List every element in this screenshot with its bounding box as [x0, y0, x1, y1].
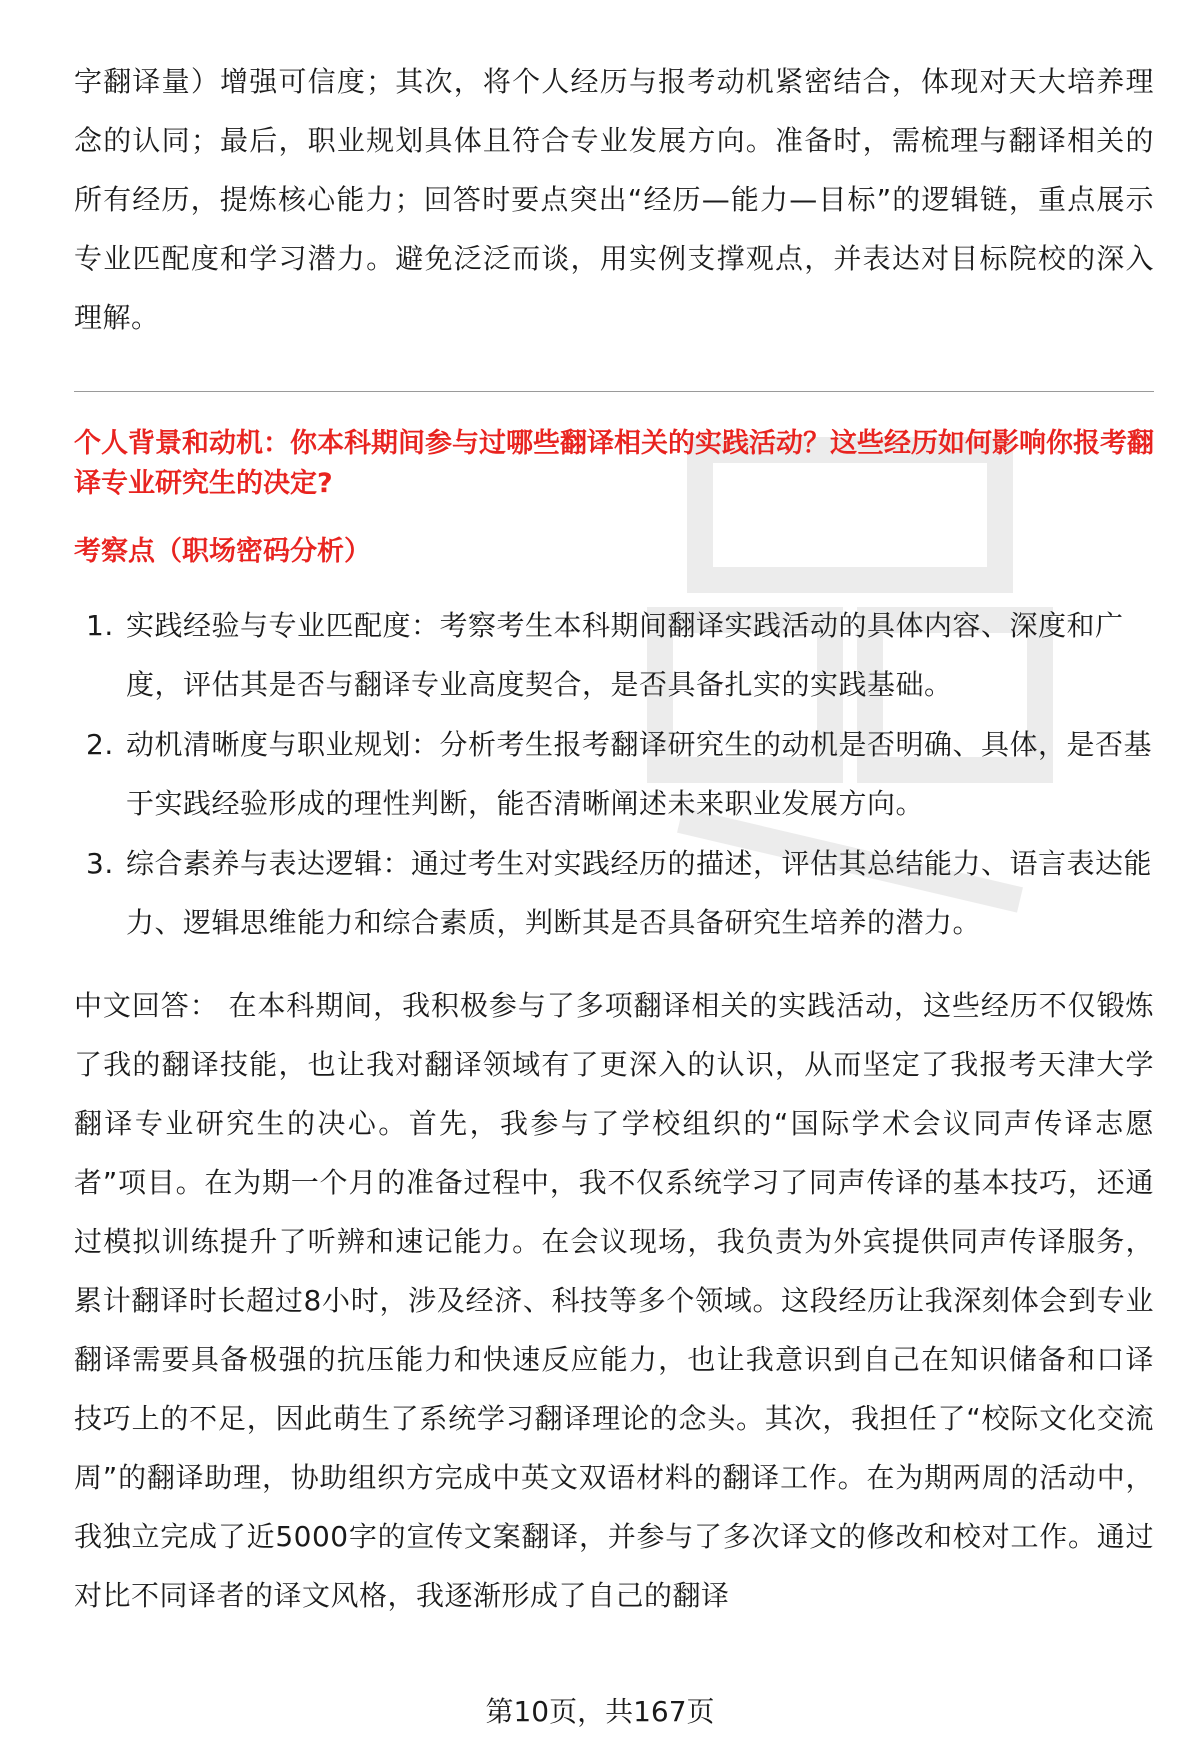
assessment-subheading: 考察点（职场密码分析）	[74, 536, 371, 567]
list-number: 2.	[86, 728, 114, 761]
page-number-footer: 第10页，共167页	[485, 1695, 715, 1728]
section-divider	[74, 391, 1154, 392]
question-heading: 个人背景和动机：你本科期间参与过哪些翻译相关的实践活动？这些经历如何影响你报考翻译专业研究生的决定?	[74, 428, 1154, 499]
list-item-text: 实践经验与专业匹配度：考察考生本科期间翻译实践活动的具体内容、深度和广度，评估其是否与翻译专业高度契合，是否具备扎实的实践基础。	[126, 609, 1124, 701]
list-item-text: 动机清晰度与职业规划：分析考生报考翻译研究生的动机是否明确、具体，是否基于实践经验形成的理性判断，能否清晰阐述未来职业发展方向。	[126, 728, 1153, 820]
list-item	[74, 596, 1154, 714]
list-item	[74, 834, 1154, 952]
list-number: 3.	[86, 847, 114, 880]
assessment-points-list	[74, 596, 1154, 952]
list-item	[74, 715, 1154, 833]
answer-paragraph: 中文回答： 在本科期间，我积极参与了多项翻译相关的实践活动，这些经历不仅锻炼了我的翻译技能，也让我对翻译领域有了更深入的认识，从而坚定了我报考天津大学翻译专业研究生的决心。首先，我参与了学校组织的“国际学术会议同声传译志愿者”项目。在为期一个月的准备过程中，我不仅系统学习了同声传译的基本技巧，还通过模拟训练提升了听辨和速记能力。在会议现场，我负责为外宾提供同声传译服务，累计翻译时长超过8小时，涉及经济、科技等多个领域。这段经历让我深刻体会到专业翻译需要具备极强的抗压能力和快速反应能力，也让我意识到自己在知识储备和口译技巧上的不足，因此萌生了系统学习翻译理论的念头。其次，我担任了“校际文化交流周”的翻译助理，协助组织方完成中英文双语材料的翻译工作。在为期两周的活动中，我独立完成了近5000字的宣传文案翻译，并参与了多次译文的修改和校对工作。通过对比不同译者的译文风格，我逐渐形成了自己的翻译	[74, 989, 1154, 1612]
intro-paragraph: 字翻译量）增强可信度；其次，将个人经历与报考动机紧密结合，体现对天大培养理念的认同；最后，职业规划具体且符合专业发展方向。准备时，需梳理与翻译相关的所有经历，提炼核心能力；回答时要点突出“经历—能力—目标”的逻辑链，重点展示专业匹配度和学习潜力。避免泛泛而谈，用实例支撑观点，并表达对目标院校的深入理解。	[74, 65, 1154, 334]
list-item-text: 综合素养与表达逻辑：通过考生对实践经历的描述，评估其总结能力、语言表达能力、逻辑思维能力和综合素质，判断其是否具备研究生培养的潜力。	[126, 847, 1153, 939]
document-page	[74, 52, 1154, 1625]
list-number: 1.	[86, 609, 114, 642]
